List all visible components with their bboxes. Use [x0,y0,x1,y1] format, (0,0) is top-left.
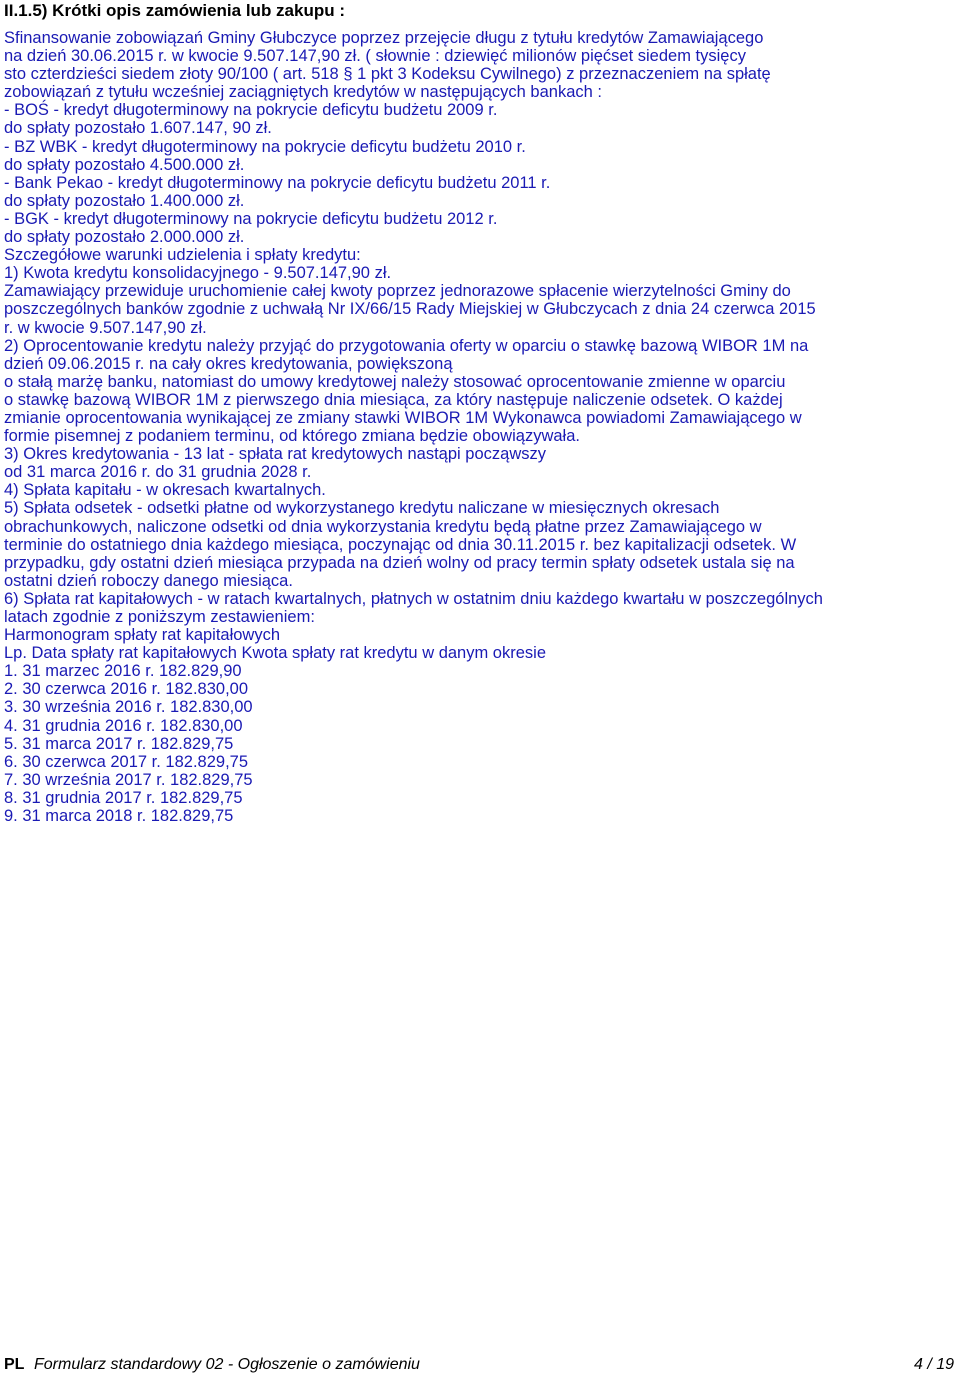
description-line: zobowiązań z tytułu wcześniej zaciągniętych kredytów w następujących bankach : [4,83,602,102]
description-line: Harmonogram spłaty rat kapitałowych [4,626,281,645]
description-line: poszczególnych banków zgodnie z uchwałą Nr IX/66/15 Rady Miejskiej w Głubczycach z dnia 24 czerwca 2015 [4,300,816,319]
description-line: 2. 30 czerwca 2016 r. 182.830,00 [4,680,249,699]
footer-form-name: Formularz standardowy 02 - Ogłoszenie o zamówieniu [34,1356,420,1373]
description-line: obrachunkowych, naliczone odsetki od dnia wykorzystania kredytu będą płatne przez Zamawiającego w [4,517,762,536]
description-line: 6. 30 czerwca 2017 r. 182.829,75 [4,752,249,771]
description-line: - BOŚ - kredyt długoterminowy na pokrycie deficytu budżetu 2009 r. [4,101,498,120]
footer-language: PL [4,1356,25,1373]
page-footer [4,1355,954,1375]
description-line: do spłaty pozostało 2.000.000 zł. [4,228,245,247]
description-line: 3) Okres kredytowania - 13 lat - spłata rat kredytowych nastąpi począwszy [4,445,546,464]
description-line: Lp. Data spłaty rat kapitałowych Kwota spłaty rat kredytu w danym okresie [4,644,546,663]
description-line: o stałą marżę banku, natomiast do umowy kredytowej należy stosować oprocentowanie zmienne w oparciu [4,372,786,391]
description-line: 1. 31 marzec 2016 r. 182.829,90 [4,662,242,681]
description-line: ostatni dzień roboczy danego miesiąca. [4,571,293,590]
description-line: o stawkę bazową WIBOR 1M z pierwszego dnia miesiąca, za który następuje naliczenie odsetek. O każdej [4,390,783,409]
description-line: 6) Spłata rat kapitałowych - w ratach kwartalnych, płatnych w ostatnim dniu każdego kwartału w poszczególnych [4,589,823,608]
description-line: Zamawiający przewiduje uruchomienie całej kwoty poprzez jednorazowe spłacenie wierzytelności Gminy do [4,282,791,301]
description-line: Szczegółowe warunki udzielenia i spłaty kredytu: [4,246,361,265]
description-line: 8. 31 grudnia 2017 r. 182.829,75 [4,788,243,807]
description-line: 2) Oprocentowanie kredytu należy przyjąć do przygotowania oferty w oparciu o stawkę bazową WIBOR 1M na [4,336,809,355]
description-line: 5. 31 marca 2017 r. 182.829,75 [4,734,234,753]
description-line: latach zgodnie z poniższym zestawieniem: [4,608,315,626]
order-description [4,29,960,825]
description-line: od 31 marca 2016 r. do 31 grudnia 2028 r. [4,463,312,482]
description-line: do spłaty pozostało 4.500.000 zł. [4,155,245,174]
description-line: 1) Kwota kredytu konsolidacyjnego - 9.507.147,90 zł. [4,264,392,283]
description-line: - BGK - kredyt długoterminowy na pokrycie deficytu budżetu 2012 r. [4,209,498,228]
description-line: formie pisemnej z podaniem terminu, od którego zmiana będzie obowiązywała. [4,427,580,446]
description-line: - Bank Pekao - kredyt długoterminowy na pokrycie deficytu budżetu 2011 r. [4,173,551,192]
description-line: Sfinansowanie zobowiązań Gminy Głubczyce poprzez przejęcie długu z tytułu kredytów Zamawiającego [4,29,764,47]
description-line: sto czterdzieści siedem złoty 90/100 ( art. 518 § 1 pkt 3 Kodeksu Cywilnego) z przeznaczeniem na spłatę [4,65,771,84]
description-line: dzień 09.06.2015 r. na cały okres kredytowania, powiększoną [4,354,453,373]
description-line: 4) Spłata kapitału - w okresach kwartalnych. [4,481,326,500]
description-line: do spłaty pozostało 1.400.000 zł. [4,191,245,210]
description-line: terminie do ostatniego dnia każdego miesiąca, poczynając od dnia 30.11.2015 r. bez kapitalizacji odsetek. W [4,535,797,554]
description-line: 7. 30 września 2017 r. 182.829,75 [4,770,253,789]
description-line: 9. 31 marca 2018 r. 182.829,75 [4,807,234,826]
footer-page-number: 4 / 19 [913,1356,954,1373]
description-line: 3. 30 września 2016 r. 182.830,00 [4,698,253,717]
description-line: r. w kwocie 9.507.147,90 zł. [4,318,207,337]
description-line: - BZ WBK - kredyt długoterminowy na pokrycie deficytu budżetu 2010 r. [4,137,526,156]
description-line: do spłaty pozostało 1.607.147, 90 zł. [4,119,272,138]
section-title: II.1.5) Krótki opis zamówienia lub zakupu : [4,1,345,20]
description-line: przypadku, gdy ostatni dzień miesiąca przypada na dzień wolny od pracy termin spłaty odsetek ustala się na [4,553,795,572]
description-line: na dzień 30.06.2015 r. w kwocie 9.507.147,90 zł. ( słownie : dziewięć milionów pięćset siedem tysięcy [4,47,746,66]
description-line: 5) Spłata odsetek - odsetki płatne od wykorzystanego kredytu naliczane w miesięcznych okresach [4,499,720,518]
description-line: zmianie oprocentowania wynikającej ze zmiany stawki WIBOR 1M Wykonawca powiadomi Zamawiającego w [4,408,802,427]
description-line: 4. 31 grudnia 2016 r. 182.830,00 [4,716,243,735]
